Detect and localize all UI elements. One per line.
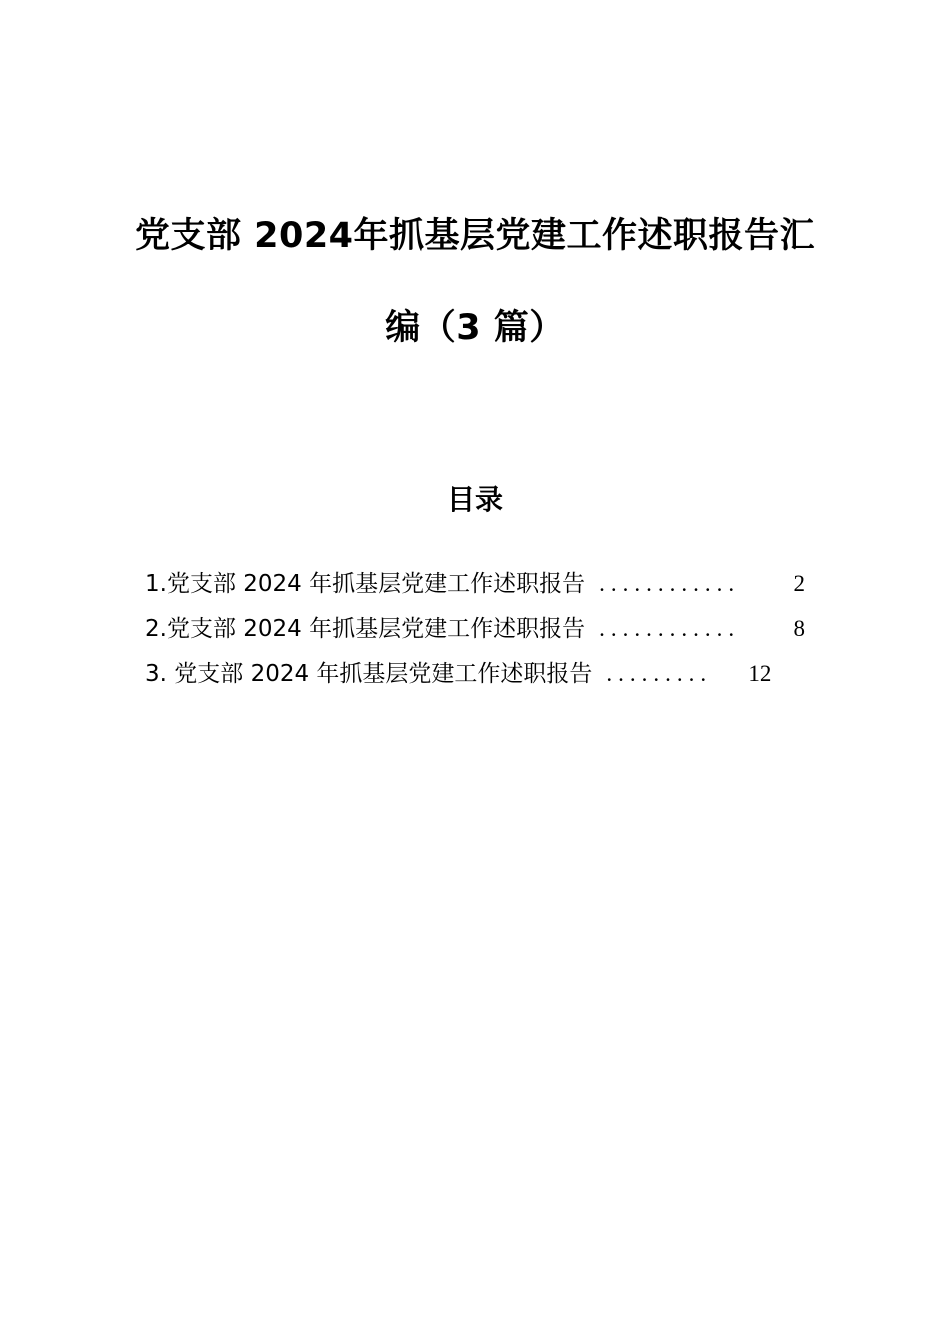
toc-page-number: 8 bbox=[793, 616, 805, 641]
table-of-contents bbox=[145, 565, 805, 700]
toc-item-label: 1.党支部 2024 年抓基层党建工作述职报告 bbox=[145, 571, 586, 597]
toc-leader-dots: ......... bbox=[606, 661, 713, 686]
toc-leader-dots: ............ bbox=[599, 616, 741, 641]
toc-item-label: 2.党支部 2024 年抓基层党建工作述职报告 bbox=[145, 616, 586, 642]
toc-item-1[interactable] bbox=[145, 565, 805, 610]
toc-page-number: 12 bbox=[748, 661, 772, 686]
toc-page-number: 2 bbox=[793, 571, 805, 596]
document-title-line-1: 党支部 2024年抓基层党建工作述职报告汇 bbox=[134, 216, 816, 256]
toc-leader-dots: ............ bbox=[599, 571, 741, 596]
toc-item-label: 3. 党支部 2024 年抓基层党建工作述职报告 bbox=[145, 661, 593, 687]
toc-item-2[interactable] bbox=[145, 610, 805, 655]
toc-item-3[interactable] bbox=[145, 655, 805, 700]
document-title-line-2: 编（3 篇） bbox=[385, 308, 565, 348]
toc-heading: 目录 bbox=[446, 483, 503, 516]
